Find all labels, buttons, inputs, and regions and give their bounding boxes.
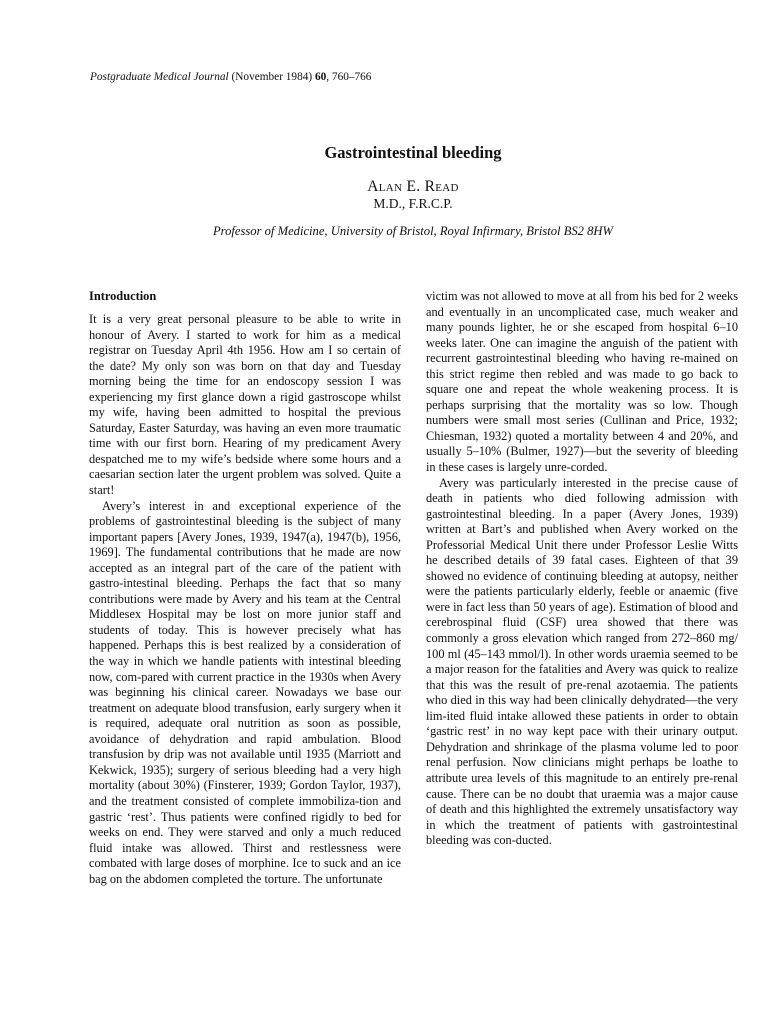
page-range: , 760–766: [326, 71, 372, 83]
right-column: [426, 289, 738, 849]
author-degrees: M.D., F.R.C.P.: [373, 196, 453, 211]
author-first-name: Alan E.: [367, 178, 421, 195]
paragraph: Avery was particularly interested in the precise cause of death in patients who died following admission with gastrointestinal bleeding. In a paper (Avery Jones, 1939) written at Bart’s and published when Avery worked on the Professorial Medical Unit there under Professor Leslie Witts he described details of 39 fatal cases. Eighteen of that 39 showed no evidence of continuing bleeding at autopsy, neither were the patients particularly elderly, feeble or anaemic (five were in fact less than 50 years of age). Estimation of blood and cerebrospinal fluid (CSF) urea showed that there was commonly a gross elevation which ranged from 272–860 mg/ 100 ml (45–143 mmol/l). In other words uraemia seemed to be a major reason for the fatalities and Avery was quick to realize that this was the result of pre-renal azotaemia. The patients who died in this way had been clinically dehydrated—the very lim-ited fluid intake allowed these patients in order to obtain ‘gastric rest’ in no way kept pace with their urinary output. Dehydration and shrinkage of the plasma volume led to poor renal perfusion. Now clinicians might perhaps be loathe to attribute urea levels of this magnitude to an entirely pre-renal cause. There can be no doubt that uraemia was a major cause of death and this highlighted the extremely unsatisfactory way in which the treatment of patients with gastrointestinal bleeding was con-ducted.: [426, 475, 738, 848]
article-title: Gastrointestinal bleeding: [324, 143, 502, 162]
paragraph: Avery’s interest in and exceptional experience of the problems of gastrointestinal bleeding is the subject of many important papers [Avery Jones, 1939, 1947(a), 1947(b), 1956, 1969]. The fundamental contributions that he made are now accepted as an integral part of the care of the patient with gastro-intestinal bleeding. Perhaps the fact that so many contributions were made by Avery and his team at the Central Middlesex Hospital may be lost on more junior staff and students of today. This is however precisely what has happened. Perhaps this is best realized by a consideration of the way in which we handle patients with intestinal bleeding now, com-pared with current practice in the 1930s when Avery was beginning his clinical career. Nowadays we base our treatment on adequate blood transfusion, early surgery when it is required, adequate oral nutrition as soon as possible, avoidance of dehydration and rapid ambulation. Blood transfusion by drip was not available until 1935 (Marriott and Kekwick, 1935); surgery of serious bleeding had a very high mortality (about 30%) (Finsterer, 1939; Gordon Taylor, 1937), and the treatment consisted of complete immobiliza-tion and gastric ‘rest’. Thus patients were confined rigidly to bed for weeks on end. They were starved and only a much reduced fluid intake was allowed. Thirst and restlessness were combated with large doses of morphine. Ice to suck and an ice bag on the abdomen completed the torture. The unfortunate: [89, 498, 401, 886]
journal-volume: 60: [314, 71, 327, 83]
journal-name: Postgraduate Medical Journal: [90, 71, 229, 83]
author-last-name: Read: [424, 178, 459, 195]
author-name: [0, 178, 770, 196]
author-affiliation: Professor of Medicine, University of Bristol, Royal Infirmary, Bristol BS2 8HW: [212, 224, 614, 238]
section-heading: Introduction: [89, 289, 157, 303]
left-column: [89, 289, 401, 887]
citation-date: (November 1984): [228, 71, 315, 83]
journal-citation: [90, 71, 371, 83]
paragraph: It is a very great personal pleasure to be able to write in honour of Avery. I started to work for him as a medical registrar on Tuesday April 4th 1956. How am I so certain of the date? My only son was born on that day and Tuesday morning being the time for an endoscopy session I was experiencing my first glance down a rigid gastroscope whilst my wife, having been admitted to hospital the previous Saturday, Easter Saturday, was having an even more traumatic time with our first born. Hearing of my predicament Avery despatched me to my wife’s bedside where some hours and a caesarian section later the urgent problem was solved. Quite a start!: [89, 312, 401, 498]
paragraph: victim was not allowed to move at all from his bed for 2 weeks and eventually in an uncomplicated case, much weaker and many pounds lighter, he or she escaped from hospital 6–10 weeks later. One can imagine the anguish of the patient with recurrent gastrointestinal bleeding who having re-mained on this strict regime then rebled and was made to go back to square one and repeat the whole weakening process. It is perhaps surprising that the mortality was so low. Though numbers were small most series (Cullinan and Price, 1932; Chiesman, 1932) quoted a mortality between 4 and 20%, and usually 5–10% (Bulmer, 1927)—but the severity of bleeding in these cases is largely unre-corded.: [426, 289, 738, 475]
